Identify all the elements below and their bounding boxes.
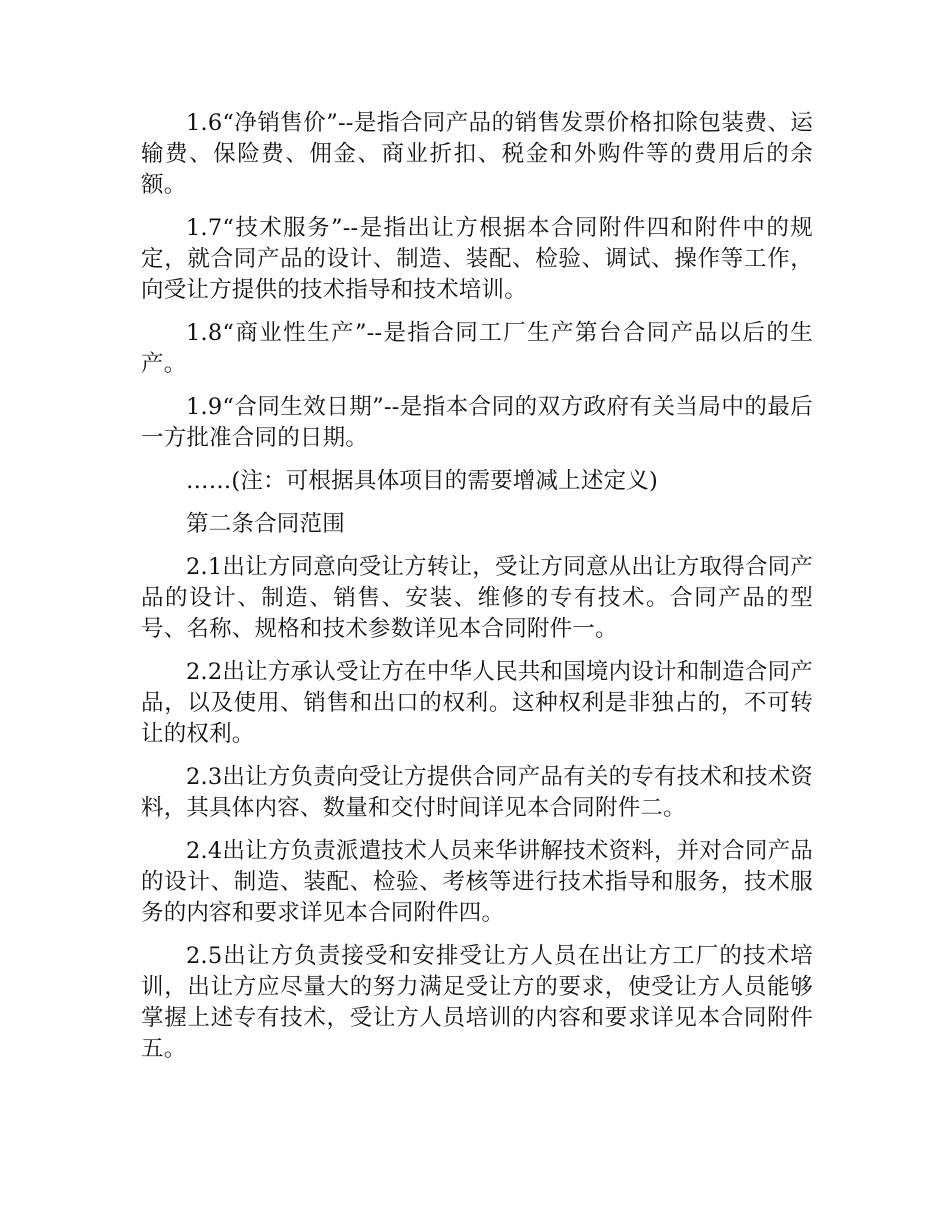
definition-1-7: 1.7“技术服务”--是指出让方根据本合同附件四和附件中的规定，就合同产品的设计、制造、装配、检验、调试、操作等工作，向受让方提供的技术指导和技术培训。 — [141, 215, 813, 303]
clause-2-3: 2.3出让方负责向受让方提供合同产品有关的专有技术和技术资料，其具体内容、数量和交付时间详见本合同附件二。 — [141, 764, 813, 821]
definition-1-6: 1.6“净销售价”--是指合同产品的销售发票价格扣除包装费、运输费、保险费、佣金、商业折扣、税金和外购件等的费用后的余额。 — [141, 110, 813, 198]
definition-1-9: 1.9“合同生效日期”--是指本合同的双方政府有关当局中的最后一方批准合同的日期。 — [141, 394, 813, 451]
clause-2-5: 2.5出让方负责接受和安排受让方人员在出让方工厂的技术培训，出让方应尽量大的努力满足受让方的要求，使受让方人员能够掌握上述专有技术，受让方人员培训的内容和要求详见本合同附件五。 — [141, 943, 813, 1062]
definition-1-8: 1.8“商业性生产”--是指合同工厂生产第台合同产品以后的生产。 — [141, 320, 813, 377]
clause-2-4: 2.4出让方负责派遣技术人员来华讲解技术资料，并对合同产品的设计、制造、装配、检验、考核等进行技术指导和服务，技术服务的内容和要求详见本合同附件四。 — [141, 838, 813, 926]
section-heading-article-2: 第二条合同范围 — [186, 511, 345, 537]
definition-note: ……(注：可根据具体项目的需要增减上述定义) — [186, 468, 658, 494]
clause-2-2: 2.2出让方承认受让方在中华人民共和国境内设计和制造合同产品，以及使用、销售和出口的权利。这种权利是非独占的，不可转让的权利。 — [141, 659, 813, 747]
document-page — [141, 108, 813, 1077]
clause-2-1: 2.1出让方同意向受让方转让，受让方同意从出让方取得合同产品的设计、制造、销售、安装、维修的专有技术。合同产品的型号、名称、规格和技术参数详见本合同附件一。 — [141, 554, 813, 642]
